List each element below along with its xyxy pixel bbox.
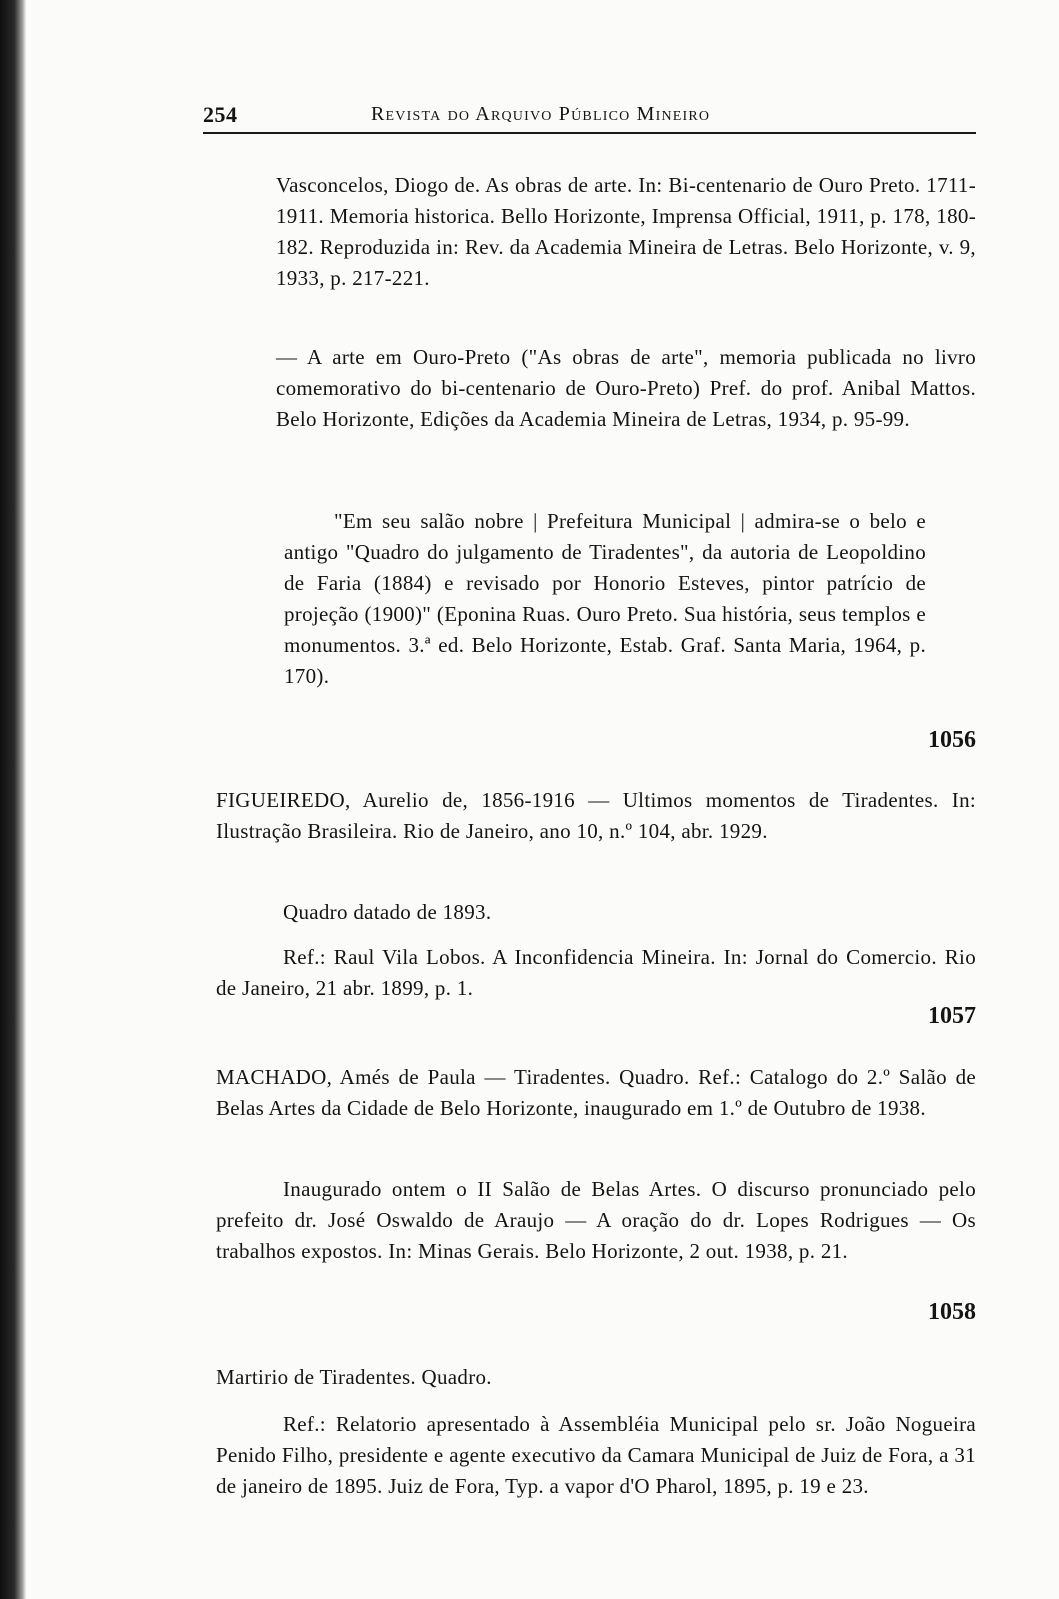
note-quadro-datado: Quadro datado de 1893. [283, 900, 492, 924]
entry-figueiredo: FIGUEIREDO, Aurelio de, 1856-1916 — Ultimos momentos de Tiradentes. In: Ilustração Brasileira. Rio de Janeiro, ano 10, n.º 104, abr. 1929. [216, 788, 976, 843]
reference-relatorio-juiz-de-fora: Ref.: Relatorio apresentado à Assembléia Municipal pelo sr. João Nogueira Penido Filho, presidente e agente executivo da Camara Municipal de Juiz de Fora, a 31 de janeiro de 1895. Juiz de Fora, Typ. a vapor d'O Pharol, 1895, p. 19 e 23. [216, 1412, 976, 1498]
running-title: Revista do Arquivo Público Mineiro [371, 103, 711, 125]
entry-number-1058: 1058 [928, 1299, 976, 1325]
entry-machado: MACHADO, Amés de Paula — Tiradentes. Quadro. Ref.: Catalogo do 2.º Salão de Belas Artes da Cidade de Belo Horizonte, inaugurado em 1.º de Outubro de 1938. [216, 1065, 976, 1120]
page-number: 254 [203, 102, 238, 127]
reference-vila-lobos: Ref.: Raul Vila Lobos. A Inconfidencia Mineira. In: Jornal do Comercio. Rio de Janeiro, 21 abr. 1899, p. 1. [216, 945, 976, 1000]
entry-number-1057: 1057 [928, 1003, 976, 1029]
quotation-block: "Em seu salão nobre | Prefeitura Municipal | admira-se o belo e antigo "Quadro do julgamento de Tiradentes", da autoria de Leopoldino de Faria (1884) e revisado por Honorio Esteves, pintor patrício de projeção (1900)" (Eponina Ruas. Ouro Preto. Sua história, seus templos e monumentos. 3.ª ed. Belo Horizonte, Estab. Graf. Santa Maria, 1964, p. 170). [284, 509, 926, 688]
bibliography-entry-arte-ouro-preto: — A arte em Ouro-Preto ("As obras de arte", memoria publicada no livro comemorativo do bi-centenario de Ouro-Preto) Pref. do prof. Anibal Mattos. Belo Horizonte, Edições da Academia Mineira de Letras, 1934, p. 95-99. [276, 345, 976, 431]
bibliography-entry-vasconcelos: Vasconcelos, Diogo de. As obras de arte. In: Bi-centenario de Ouro Preto. 1711-1911. Memoria historica. Bello Horizonte, Imprensa Official, 1911, p. 178, 180-182. Reproduzida in: Rev. da Academia Mineira de Letras. Belo Horizonte, v. 9, 1933, p. 217-221. [276, 173, 976, 290]
entry-martirio-tiradentes: Martirio de Tiradentes. Quadro. [216, 1365, 492, 1389]
entry-number-1056: 1056 [928, 727, 976, 753]
reference-salao-belas-artes: Inaugurado ontem o II Salão de Belas Artes. O discurso pronunciado pelo prefeito dr. José Oswaldo de Araujo — A oração do dr. Lopes Rodrigues — Os trabalhos expostos. In: Minas Gerais. Belo Horizonte, 2 out. 1938, p. 21. [216, 1177, 976, 1263]
page-header [203, 102, 976, 134]
book-spine-shadow [0, 0, 26, 1599]
